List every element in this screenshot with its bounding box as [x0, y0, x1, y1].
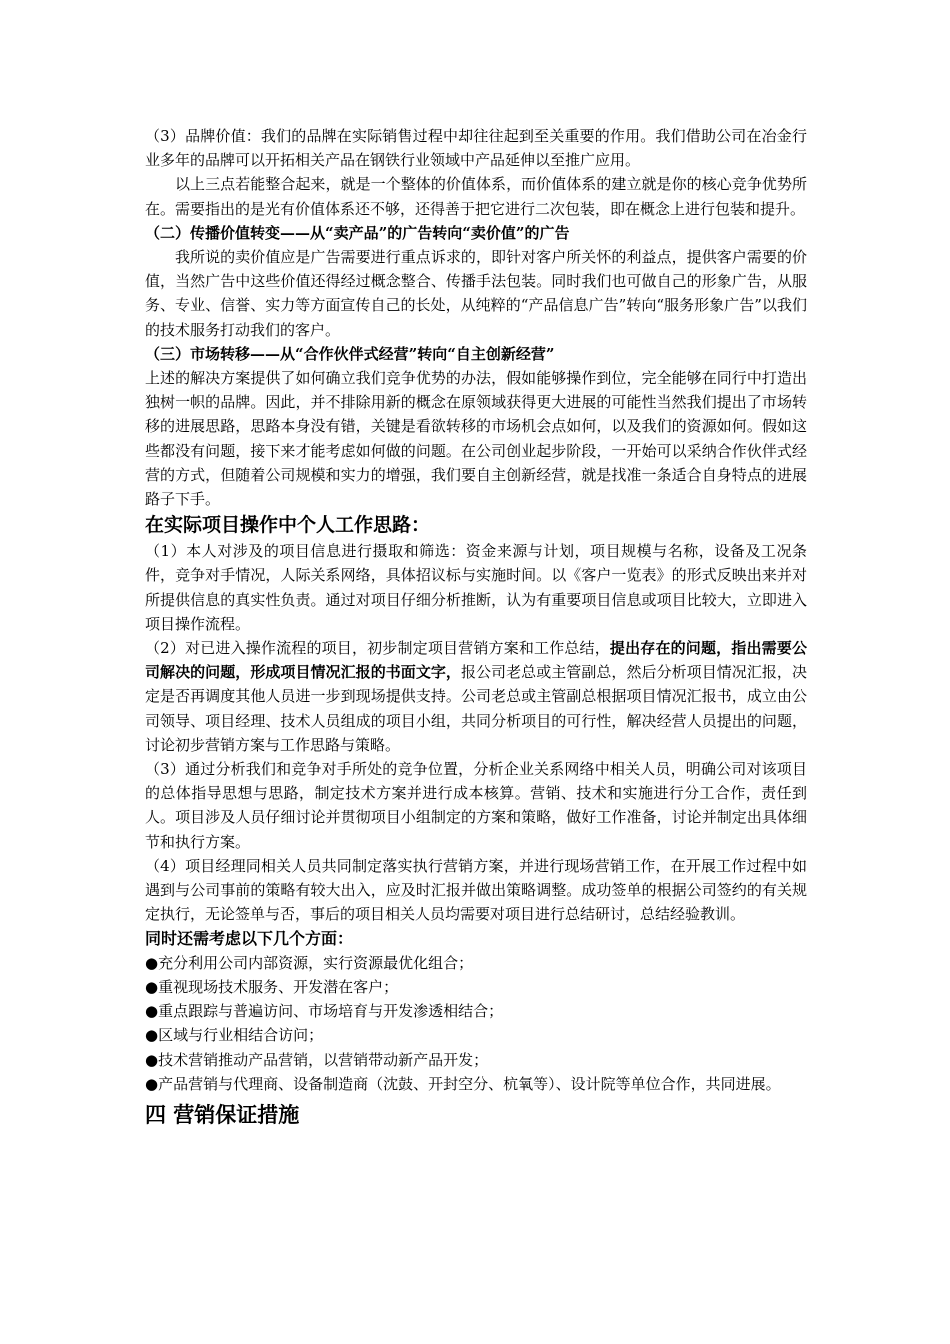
paragraph-value-system: 以上三点若能整合起来，就是一个整体的价值体系，而价值体系的建立就是你的核心竞争优势所在。需要指出的是光有价值体系还不够，还得善于把它进行二次包装，即在概念上进行包装和提升。 [145, 175, 807, 218]
paragraph-brand-value: （3）品牌价值：我们的品牌在实际销售过程中却往往起到至关重要的作用。我们借助公司在冶金行业多年的品牌可以开拓相关产品在钢铁行业领域中产品延伸以至推广应用。 [145, 127, 807, 170]
heading-section-4: 四 营销保证措施 [145, 1101, 300, 1127]
list-item: ●产品营销与代理商、设备制造商（沈鼓、开封空分、杭氧等）、设计院等单位合作，共同进展。 [145, 1074, 781, 1093]
step-2-text-before: （2）对已进入操作流程的项目，初步制定项目营销方案和工作总结， [145, 639, 610, 658]
heading-also-consider: 同时还需考虑以下几个方面： [145, 928, 354, 948]
heading-project-work-approach: 在实际项目操作中个人工作思路： [145, 514, 431, 537]
paragraph-sell-value: 我所说的卖价值应是广告需要进行重点诉求的，即针对客户所关怀的利益点，提供客户需要的价值，当然广告中这些价值还得经过概念整合、传播手法包装。同时我们也可做自己的形象广告，从服务、专业、信誉、实力等方面宣传自己的长处，从纯粹的“产品信息广告”转向“服务形象广告”以我们的技术服务打动我们的客户。 [145, 248, 807, 339]
paragraph-step-4: （4）项目经理同相关人员共同制定落实执行营销方案，并进行现场营销工作，在开展工作过程中如遇到与公司事前的策略有较大出入，应及时汇报并做出策略调整。成功签单的根据公司签约的有关规定执行，无论签单与否，事后的项目相关人员均需要对项目进行总结研讨，总结经验教训。 [145, 856, 807, 924]
list-item: ●区域与行业相结合访问； [145, 1026, 324, 1045]
list-item: ●技术营销推动产品营销，以营销带动新产品开发； [145, 1050, 489, 1069]
paragraph-step-1: （1）本人对涉及的项目信息进行摄取和筛选：资金来源与计划，项目规模与名称，设备及工况条件，竞争对手情况，人际关系网络，具体招议标与实施时间。以《客户一览表》的形式反映出来并对所提供信息的真实性负责。通过对项目仔细分析推断，认为有重要项目信息或项目比较大，立即进入项目操作流程。 [145, 542, 807, 633]
list-item: ●重视现场技术服务、开发潜在客户； [145, 977, 399, 996]
considerations-list [145, 951, 807, 1096]
step-2-text-bold: 提出存在的问题，指出需要公司解决的问题，形成项目情况汇报的书面文字， [145, 639, 807, 682]
step-2-text-after: 报公司老总或主管副总，然后分析项目情况汇报，决定是否再调度其他人员进一步到现场提供支持。公司老总或主管副总根据项目情况汇报书，成立由公司领导、项目经理、技术人员组成的项目小组，共同分析项目的可行性，解决经营人员提出的问题，讨论初步营销方案与工作思路与策略。 [145, 663, 807, 754]
list-item: ●充分利用公司内部资源，实行资源最优化组合； [145, 953, 474, 972]
paragraph-market-shift: 上述的解决方案提供了如何确立我们竞争优势的办法，假如能够操作到位，完全能够在同行中打造出独树一帜的品牌。因此，并不排除用新的概念在原领域获得更大进展的可能性当然我们提出了市场转移的进展思路，思路本身没有错，关键是看欲转移的市场机会点如何，以及我们的资源如何。假如这些都没有问题，接下来才能考虑如何做的问题。在公司创业起步阶段，一开始可以采纳合作伙伴式经营的方式，但随着公司规模和实力的增强，我们要自主创新经营，就是找准一条适合自身特点的进展路子下手。 [145, 369, 807, 509]
list-item: ●重点跟踪与普遍访问、市场培育与开发渗透相结合； [145, 1002, 504, 1021]
heading-communication-value-shift: （二）传播价值转变——从“卖产品”的广告转向“卖价值”的广告 [145, 223, 570, 242]
document-page [145, 124, 807, 1132]
paragraph-step-2 [145, 636, 807, 757]
paragraph-step-3: （3）通过分析我们和竞争对手所处的竞争位置，分析企业关系网络中相关人员，明确公司对该项目的总体指导思想与思路，制定技术方案并进行成本核算。营销、技术和实施进行分工合作，责任到人。项目涉及人员仔细讨论并贯彻项目小组制定的方案和策略，做好工作准备，讨论并制定出具体细节和执行方案。 [145, 760, 807, 851]
heading-market-shift: （三）市场转移——从“合作伙伴式经营”转向“自主创新经营” [145, 344, 555, 363]
